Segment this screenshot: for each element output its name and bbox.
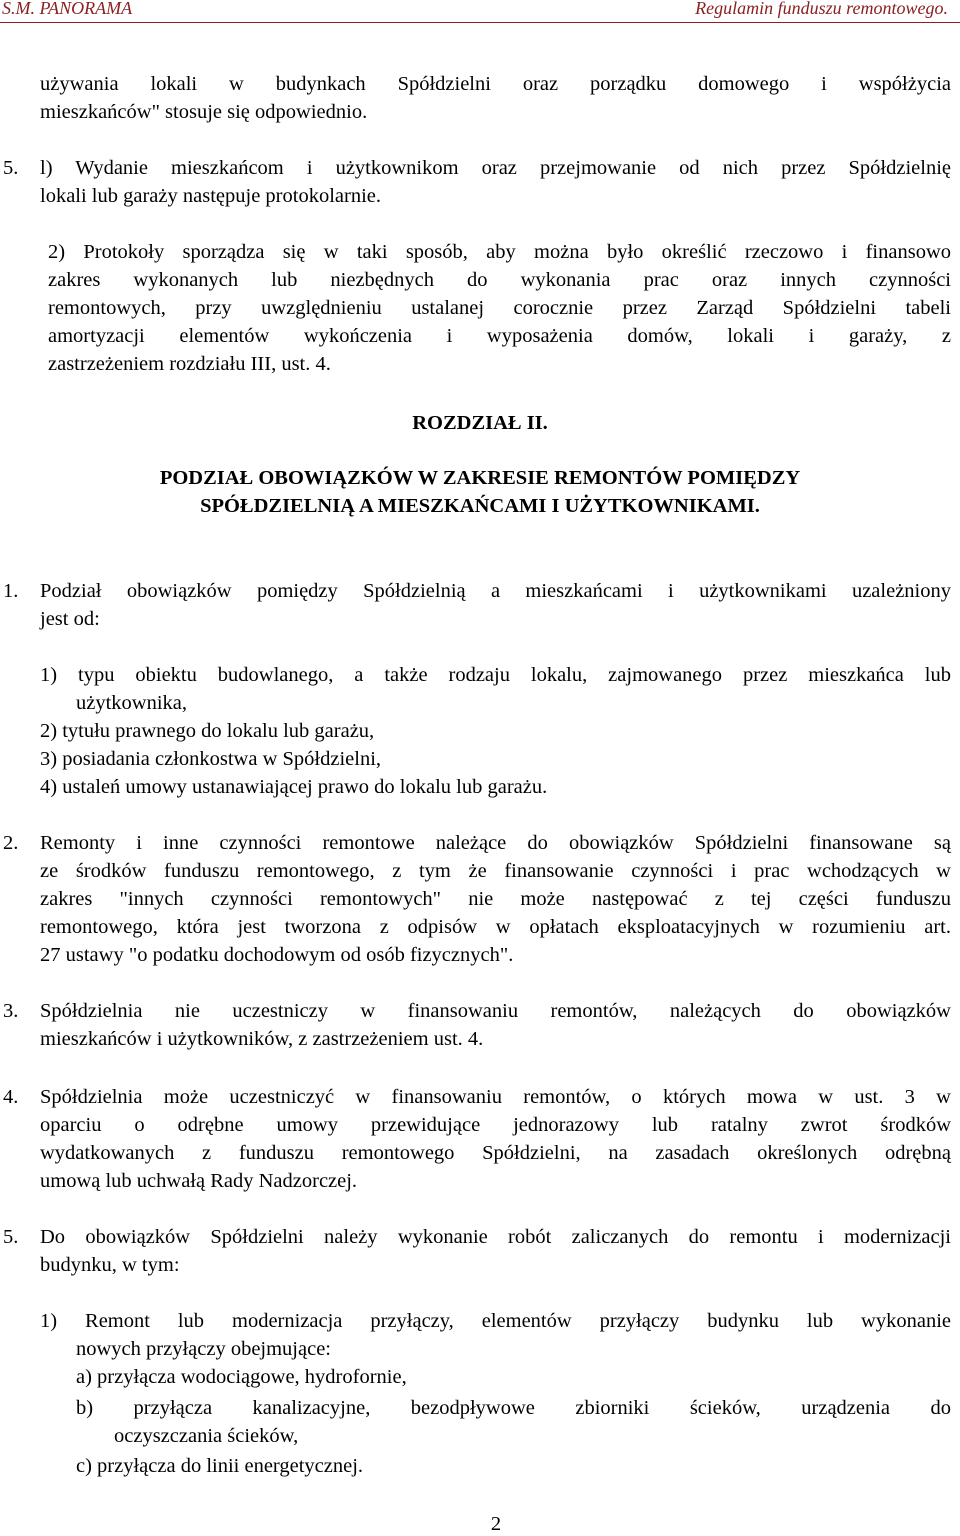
text-line: Podział obowiązków pomiędzy Spółdzielnią a mieszkańcami i użytkownikami uzależniony	[40, 580, 951, 602]
text-line: budynku, w tym:	[40, 1254, 180, 1276]
text-line: ze środków funduszu remontowego, z tym że finansowanie czynności i prac wchodzących w	[40, 860, 951, 882]
point-number: 5.	[3, 157, 19, 179]
sub-list-item: a) przyłącza wodociągowe, hydrofornie,	[76, 1366, 407, 1388]
header-document-title: Regulamin funduszu remontowego.	[695, 0, 948, 18]
sub-list-item: c) przyłącza do linii energetycznej.	[76, 1455, 364, 1477]
text-line: Remonty i inne czynności remontowe należące do obowiązków Spółdzielni finansowane są	[40, 832, 951, 854]
text-line: używania lokali w budynkach Spółdzielni oraz porządku domowego i współżycia	[40, 73, 951, 95]
text-line: mieszkańców" stosuje się odpowiednio.	[40, 101, 368, 123]
chapter-heading-line: PODZIAŁ OBOWIĄZKÓW W ZAKRESIE REMONTÓW POMIĘDZY	[159, 467, 801, 489]
list-item: 1) typu obiektu budowlanego, a także rodzaju lokalu, zajmowanego przez mieszkańca lub	[40, 664, 951, 686]
text-line: zastrzeżeniem rozdziału III, ust. 4.	[48, 353, 331, 375]
list-item: 4) ustaleń umowy ustanawiającej prawo do lokalu lub garażu.	[40, 776, 548, 798]
text-line: lokali lub garaży następuje protokolarnie.	[40, 185, 381, 207]
list-item: 1) Remont lub modernizacja przyłączy, elementów przyłączy budynku lub wykonanie	[40, 1310, 951, 1332]
text-line: umową lub uchwałą Rady Nadzorczej.	[40, 1170, 358, 1192]
section-number: 4.	[3, 1086, 19, 1108]
section-number: 5.	[3, 1226, 19, 1248]
text-line: Do obowiązków Spółdzielni należy wykonanie robót zaliczanych do remontu i modernizacji	[40, 1226, 951, 1248]
list-item: 3) posiadania członkostwa w Spółdzielni,	[40, 748, 382, 770]
text-line: Spółdzielnia może uczestniczyć w finansowaniu remontów, o których mowa w ust. 3 w	[40, 1086, 951, 1108]
sub-list-item-continuation: oczyszczania ścieków,	[114, 1425, 299, 1447]
text-line: zakres wykonanych lub niezbędnych do wykonania prac oraz innych czynności	[48, 269, 951, 291]
text-line: Spółdzielnia nie uczestniczy w finansowaniu remontów, należących do obowiązków	[40, 1000, 951, 1022]
text-line: l) Wydanie mieszkańcom i użytkownikom oraz przejmowanie od nich przez Spółdzielnię	[40, 157, 951, 179]
section-number: 1.	[3, 580, 19, 602]
page-header	[0, 0, 960, 30]
text-line: oparciu o odrębne umowy przewidujące jednorazowy lub ratalny zwrot środków	[40, 1114, 951, 1136]
text-line: wydatkowanych z funduszu remontowego Spółdzielni, na zasadach określonych odrębną	[40, 1142, 951, 1164]
chapter-title: ROZDZIAŁ II.	[412, 412, 548, 434]
text-line: 27 ustawy "o podatku dochodowym od osób fizycznych".	[40, 944, 514, 966]
text-line: zakres "innych czynności remontowych" nie może następować z tej części funduszu	[40, 888, 951, 910]
header-organization: S.M. PANORAMA	[2, 0, 133, 18]
chapter-heading-line: SPÓŁDZIELNIĄ A MIESZKAŃCAMI I UŻYTKOWNIKAMI.	[200, 495, 760, 517]
list-item-continuation: użytkownika,	[76, 692, 188, 714]
text-line: 2) Protokoły sporządza się w taki sposób, aby można było określić rzeczowo i finansowo	[48, 241, 951, 263]
text-line: remontowego, która jest tworzona z odpisów w opłatach eksploatacyjnych w rozumieniu art.	[40, 916, 951, 938]
page-number: 2	[490, 1513, 502, 1535]
header-rule	[0, 22, 960, 23]
section-number: 2.	[3, 832, 19, 854]
sub-list-item: b) przyłącza kanalizacyjne, bezodpływowe zbiorniki ścieków, urządzenia do	[76, 1397, 951, 1419]
text-line: jest od:	[40, 608, 100, 630]
text-line: mieszkańców i użytkowników, z zastrzeżeniem ust. 4.	[40, 1028, 484, 1050]
list-item: 2) tytułu prawnego do lokalu lub garażu,	[40, 720, 375, 742]
text-line: remontowych, przy uwzględnieniu ustalanej corocznie przez Zarząd Spółdzielni tabeli	[48, 297, 951, 319]
text-line: amortyzacji elementów wykończenia i wyposażenia domów, lokali i garaży, z	[48, 325, 951, 347]
section-number: 3.	[3, 1000, 19, 1022]
list-item-continuation: nowych przyłączy obejmujące:	[76, 1338, 331, 1360]
